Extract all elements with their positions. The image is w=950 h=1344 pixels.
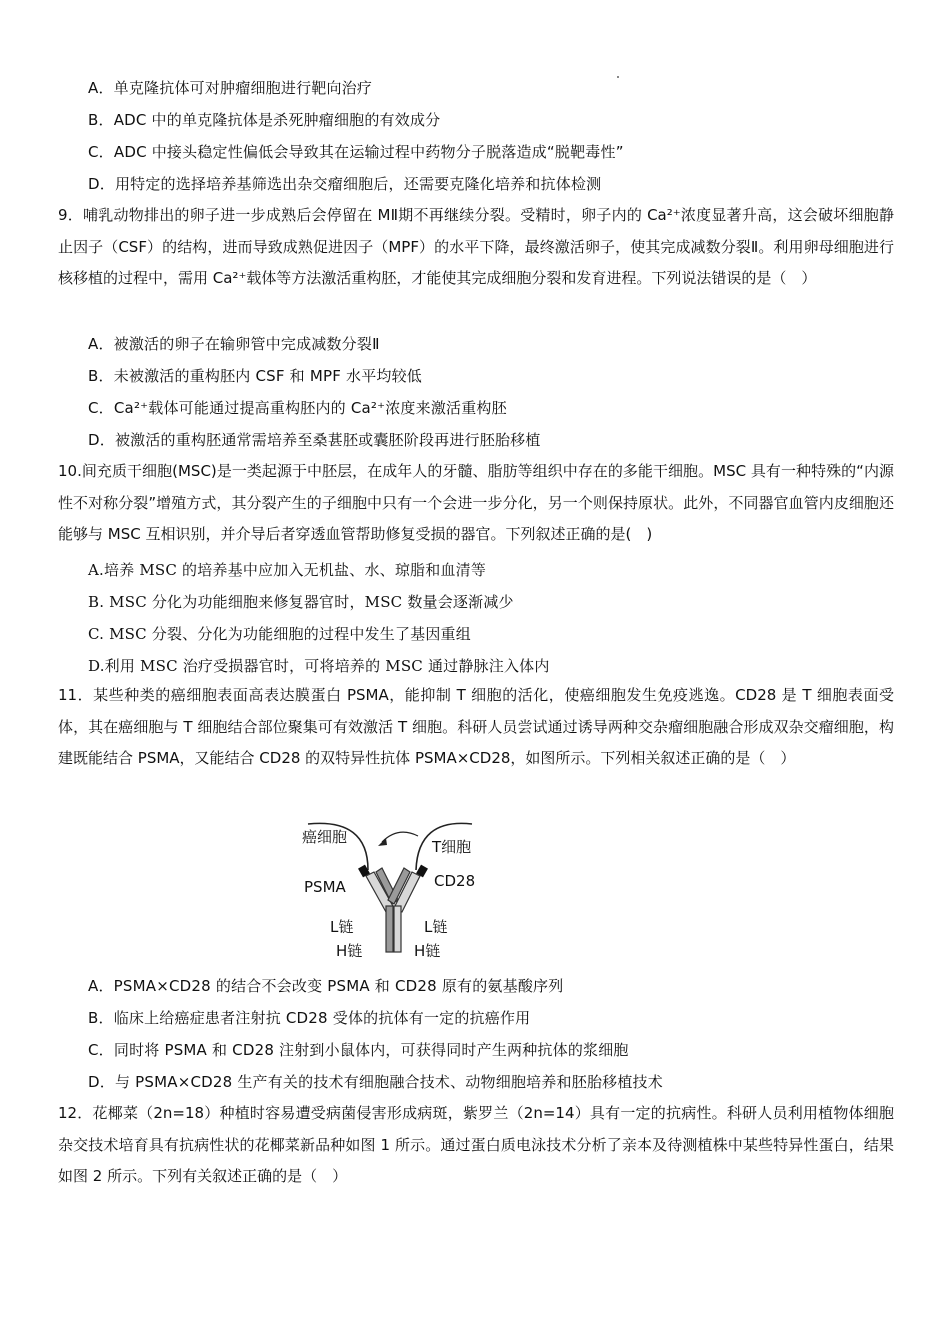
label-cancer-cell: 癌细胞 <box>302 828 348 846</box>
label-l-chain-right: L链 <box>424 918 448 936</box>
q9-option-b: B．未被激活的重构胚内 CSF 和 MPF 水平均较低 <box>88 367 423 385</box>
label-t-cell: T细胞 <box>432 838 472 856</box>
label-l-chain-left: L链 <box>330 918 354 936</box>
q11-stem: 11．某些种类的癌细胞表面高表达膜蛋白 PSMA，能抑制 T 细胞的活化，使癌细胞发生免疫逃逸。CD28 是 T 细胞表面受体，其在癌细胞与 T 细胞结合部位聚集可有效激活 T 细胞。科研人员尝试通过诱导两种交杂瘤细胞融合形成双杂交瘤细胞，构建既能结合 PSMA，又能结合 CD28 的双特异性抗体 PSMA×CD28，如图所示。下列相关叙述正确的是（ ） <box>58 686 894 768</box>
q9-stem: 9．哺乳动物排出的卵子进一步成熟后会停留在 MⅡ期不再继续分裂。受精时，卵子内的 Ca²⁺浓度显著升高，这会破坏细胞静止因子（CSF）的结构，进而导致成熟促进因子（MPF）的水平下降，最终激活卵子，使其完成减数分裂Ⅱ。利用卵母细胞进行核移植的过程中，需用 Ca²⁺载体等方法激活重构胚，才能使其完成细胞分裂和发育进程。下列说法错误的是（ ） <box>58 206 894 288</box>
label-psma: PSMA <box>304 878 346 896</box>
interaction-arrow <box>382 832 418 842</box>
q11-option-a: A．PSMA×CD28 的结合不会改变 PSMA 和 CD28 原有的氨基酸序列 <box>88 977 564 995</box>
q11-option-d: D．与 PSMA×CD28 生产有关的技术有细胞融合技术、动物细胞培养和胚胎移植技术 <box>88 1073 663 1091</box>
q11-option-b: B．临床上给癌症患者注射抗 CD28 受体的抗体有一定的抗癌作用 <box>88 1009 531 1027</box>
antibody-diagram <box>290 818 490 966</box>
q8-option-d: D．用特定的选择培养基筛选出杂交瘤细胞后，还需要克隆化培养和抗体检测 <box>88 175 602 193</box>
q10-option-a: A.培养 MSC 的培养基中应加入无机盐、水、琼脂和血清等 <box>88 561 487 579</box>
q10-option-d: D.利用 MSC 治疗受损器官时，可将培养的 MSC 通过静脉注入体内 <box>88 657 550 675</box>
q9-option-a: A．被激活的卵子在输卵管中完成减数分裂Ⅱ <box>88 335 380 353</box>
q10-option-b: B. MSC 分化为功能细胞来修复器官时，MSC 数量会逐渐减少 <box>88 593 514 611</box>
stem-heavy-chain-left <box>386 906 393 952</box>
q10-stem: 10.间充质干细胞(MSC)是一类起源于中胚层，在成年人的牙髓、脂肪等组织中存在的多能干细胞。MSC 具有一种特殊的“内源性不对称分裂”增殖方式，其分裂产生的子细胞中只有一个会进一步分化，另一个则保持原状。此外，不同器官血管内皮细胞还能够与 MSC 互相识别，并介导后者穿透血管帮助修复受损的器官。下列叙述正确的是( ) <box>58 462 894 544</box>
stem-heavy-chain-right <box>394 906 401 952</box>
q12-stem: 12．花椰菜（2n=18）种植时容易遭受病菌侵害形成病斑，紫罗兰（2n=14）具有一定的抗病性。科研人员利用植物体细胞杂交技术培育具有抗病性状的花椰菜新品种如图 1 所示。通过蛋白质电泳技术分析了亲本及待测植株中某些特异性蛋白，结果如图 2 所示。下列有关叙述正确的是（ ） <box>58 1104 894 1186</box>
label-cd28: CD28 <box>434 872 476 890</box>
q10-option-c: C. MSC 分裂、分化为功能细胞的过程中发生了基因重组 <box>88 625 471 643</box>
q8-option-c: C．ADC 中接头稳定性偏低会导致其在运输过程中药物分子脱落造成“脱靶毒性” <box>88 143 624 161</box>
q9-option-d: D．被激活的重构胚通常需培养至桑葚胚或囊胚阶段再进行胚胎移植 <box>88 431 541 449</box>
q9-option-c: C．Ca²⁺载体可能通过提高重构胚内的 Ca²⁺浓度来激活重构胚 <box>88 399 507 417</box>
label-h-chain-right: H链 <box>414 942 441 960</box>
label-h-chain-left: H链 <box>336 942 363 960</box>
q11-option-c: C．同时将 PSMA 和 CD28 注射到小鼠体内，可获得同时产生两种抗体的浆细胞 <box>88 1041 629 1059</box>
bispecific-antibody-figure <box>290 818 490 966</box>
q8-option-a: A．单克隆抗体可对肿瘤细胞进行靶向治疗 <box>88 79 373 97</box>
scan-dot <box>617 76 619 78</box>
q8-option-b: B．ADC 中的单克隆抗体是杀死肿瘤细胞的有效成分 <box>88 111 441 129</box>
arrow-head-icon <box>378 838 387 846</box>
